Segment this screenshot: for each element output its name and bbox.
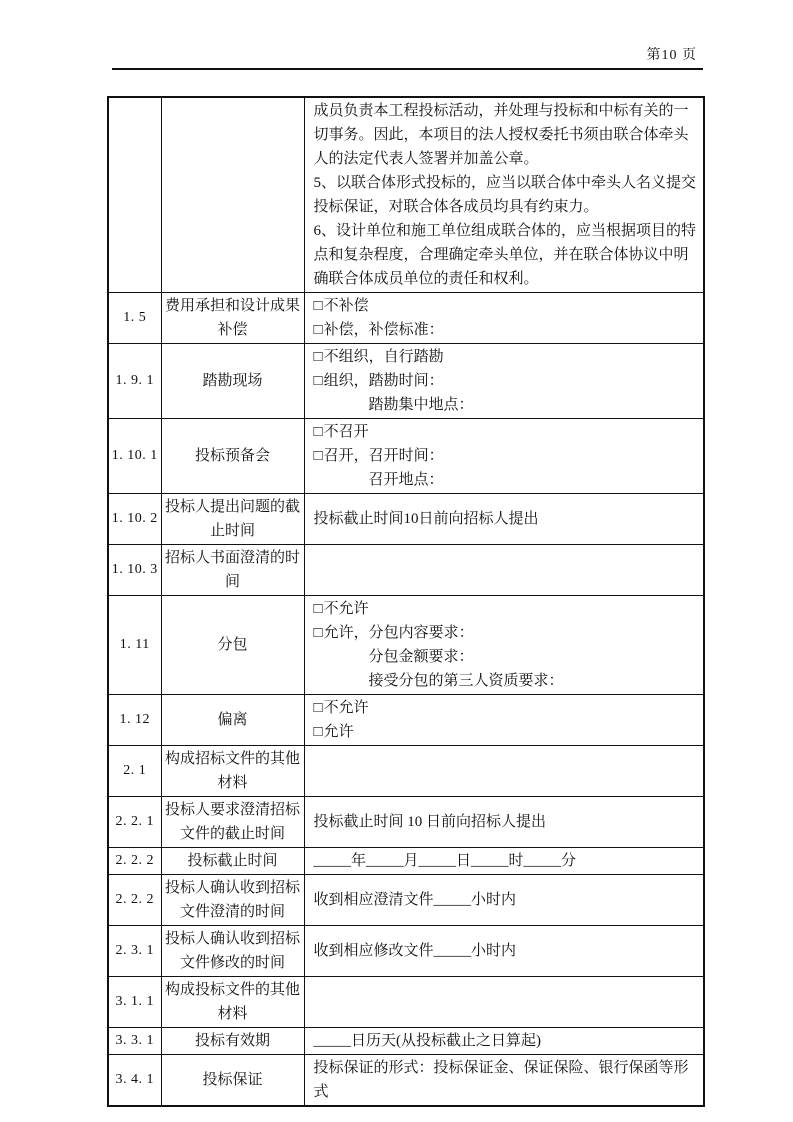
clause-content xyxy=(304,848,704,875)
table-row xyxy=(108,977,704,1028)
table-row xyxy=(108,419,704,494)
content-line xyxy=(314,294,698,318)
clause-label: 构成招标文件的其他材料 xyxy=(161,746,304,797)
clause-content xyxy=(304,494,704,545)
content-text: 5、以联合体形式投标的，应当以联合体中牵头人名义提交投标保证，对联合体各成员均具有约束力。 xyxy=(313,175,697,215)
content-line xyxy=(314,345,698,369)
content-line xyxy=(314,318,698,342)
clause-number: 1. 12 xyxy=(108,695,161,746)
bid-terms-table xyxy=(107,96,705,1107)
clause-label: 投标人提出问题的截止时间 xyxy=(161,494,304,545)
content-text: 允许，分包内容要求： xyxy=(323,625,474,641)
clause-label: 投标有效期 xyxy=(161,1028,304,1055)
content-line xyxy=(314,1029,698,1053)
table-row xyxy=(108,875,704,926)
table-row xyxy=(108,926,704,977)
clause-number: 1. 10. 1 xyxy=(108,419,161,494)
clause-label: 投标截止时间 xyxy=(161,848,304,875)
clause-content xyxy=(304,875,704,926)
clause-content xyxy=(304,293,704,344)
checkbox-icon: □ xyxy=(313,424,323,440)
content-line xyxy=(314,444,698,468)
clause-number: 2. 2. 2 xyxy=(108,875,161,926)
clause-number: 1. 11 xyxy=(108,596,161,695)
page-number: 第10 页 xyxy=(646,48,697,63)
content-line xyxy=(314,393,698,417)
content-text: 不允许 xyxy=(323,700,369,716)
content-text: 接受分包的第三人资质要求： xyxy=(368,673,564,689)
checkbox-icon: □ xyxy=(313,298,323,314)
clause-label: 投标保证 xyxy=(161,1055,304,1107)
content-text: 收到相应澄清文件_____小时内 xyxy=(313,892,517,908)
clause-label: 投标人确认收到招标文件修改的时间 xyxy=(161,926,304,977)
clause-content xyxy=(304,545,704,596)
content-text: 成员负责本工程投标活动，并处理与投标和中标有关的一切事务。因此，本项目的法人授权委托书须由联合体牵头人的法定代表人签署并加盖公章。 xyxy=(313,103,689,167)
content-line xyxy=(314,810,698,834)
clause-label: 踏勘现场 xyxy=(161,344,304,419)
clause-label: 构成投标文件的其他材料 xyxy=(161,977,304,1028)
clause-content xyxy=(304,1055,704,1107)
content-line xyxy=(314,507,698,531)
content-text: 不召开 xyxy=(323,424,369,440)
clause-content xyxy=(304,344,704,419)
content-text: 投标截止时间10日前向招标人提出 xyxy=(313,511,539,527)
table-row xyxy=(108,848,704,875)
clause-content xyxy=(304,419,704,494)
content-text: 召开地点： xyxy=(368,472,444,488)
content-line xyxy=(314,720,698,744)
table-row xyxy=(108,746,704,797)
table-row xyxy=(108,293,704,344)
content-text: 不允许 xyxy=(323,601,369,617)
checkbox-icon: □ xyxy=(313,724,323,740)
content-text: 踏勘集中地点： xyxy=(368,397,474,413)
checkbox-icon: □ xyxy=(313,349,323,365)
content-text: _____日历天(从投标截止之日算起) xyxy=(313,1033,541,1049)
clause-number: 2. 2. 1 xyxy=(108,797,161,848)
table-row xyxy=(108,545,704,596)
clause-content xyxy=(304,596,704,695)
content-line xyxy=(314,99,698,171)
content-line xyxy=(314,171,698,219)
content-line xyxy=(314,939,698,963)
clause-number: 3. 3. 1 xyxy=(108,1028,161,1055)
clause-number: 1. 10. 2 xyxy=(108,494,161,545)
table-row xyxy=(108,1055,704,1107)
content-text: 收到相应修改文件_____小时内 xyxy=(313,943,517,959)
table-row xyxy=(108,797,704,848)
content-line xyxy=(314,849,698,873)
table-row xyxy=(108,596,704,695)
clause-label: 投标预备会 xyxy=(161,419,304,494)
checkbox-icon: □ xyxy=(313,601,323,617)
content-text: 投标截止时间 10 日前向招标人提出 xyxy=(313,814,547,830)
clause-number: 2. 2. 2 xyxy=(108,848,161,875)
clause-number: 1. 5 xyxy=(108,293,161,344)
checkbox-icon: □ xyxy=(313,322,323,338)
content-text: 组织，踏勘时间： xyxy=(323,373,444,389)
clause-label: 偏离 xyxy=(161,695,304,746)
table-row xyxy=(108,695,704,746)
content-line xyxy=(314,597,698,621)
checkbox-icon: □ xyxy=(313,625,323,641)
clause-number: 2. 3. 1 xyxy=(108,926,161,977)
clause-number: 1. 9. 1 xyxy=(108,344,161,419)
clause-content xyxy=(304,797,704,848)
checkbox-icon: □ xyxy=(313,448,323,464)
clause-label: 招标人书面澄清的时间 xyxy=(161,545,304,596)
page-header xyxy=(112,44,703,70)
clause-content xyxy=(304,695,704,746)
content-line xyxy=(314,621,698,645)
table-row xyxy=(108,494,704,545)
content-line xyxy=(314,696,698,720)
content-line xyxy=(314,219,698,291)
clause-label: 投标人要求澄清招标文件的截止时间 xyxy=(161,797,304,848)
clause-content xyxy=(304,977,704,1028)
clause-content xyxy=(304,1028,704,1055)
clause-number: 1. 10. 3 xyxy=(108,545,161,596)
table-row xyxy=(108,97,704,293)
content-text: 不组织，自行踏勘 xyxy=(323,349,444,365)
content-line xyxy=(314,420,698,444)
clause-label: 分包 xyxy=(161,596,304,695)
content-line xyxy=(314,888,698,912)
content-text: _____年_____月_____日_____时_____分 xyxy=(313,853,577,869)
clause-number: 3. 4. 1 xyxy=(108,1055,161,1107)
content-text: 6、设计单位和施工单位组成联合体的，应当根据项目的特点和复杂程度，合理确定牵头单位，并在联合体协议中明确联合体成员单位的责任和权利。 xyxy=(313,223,697,287)
clause-number xyxy=(108,97,161,293)
content-text: 分包金额要求： xyxy=(368,649,474,665)
content-text: 补偿，补偿标准： xyxy=(323,322,444,338)
clause-content xyxy=(304,746,704,797)
clause-number: 3. 1. 1 xyxy=(108,977,161,1028)
clause-label xyxy=(161,97,304,293)
content-text: 召开，召开时间： xyxy=(323,448,444,464)
content-line xyxy=(314,369,698,393)
clause-content xyxy=(304,97,704,293)
table-body xyxy=(108,97,704,1106)
content-text: 允许 xyxy=(323,724,354,740)
content-line xyxy=(314,468,698,492)
clause-label: 投标人确认收到招标文件澄清的时间 xyxy=(161,875,304,926)
clause-label: 费用承担和设计成果补偿 xyxy=(161,293,304,344)
content-text: 不补偿 xyxy=(323,298,369,314)
content-line xyxy=(314,1056,698,1104)
content-line xyxy=(314,645,698,669)
checkbox-icon: □ xyxy=(313,373,323,389)
clause-number: 2. 1 xyxy=(108,746,161,797)
clause-content xyxy=(304,926,704,977)
checkbox-icon: □ xyxy=(313,700,323,716)
table-row xyxy=(108,344,704,419)
content-line xyxy=(314,669,698,693)
content-text: 投标保证的形式：投标保证金、保证保险、银行保函等形式 xyxy=(313,1060,689,1100)
table-row xyxy=(108,1028,704,1055)
